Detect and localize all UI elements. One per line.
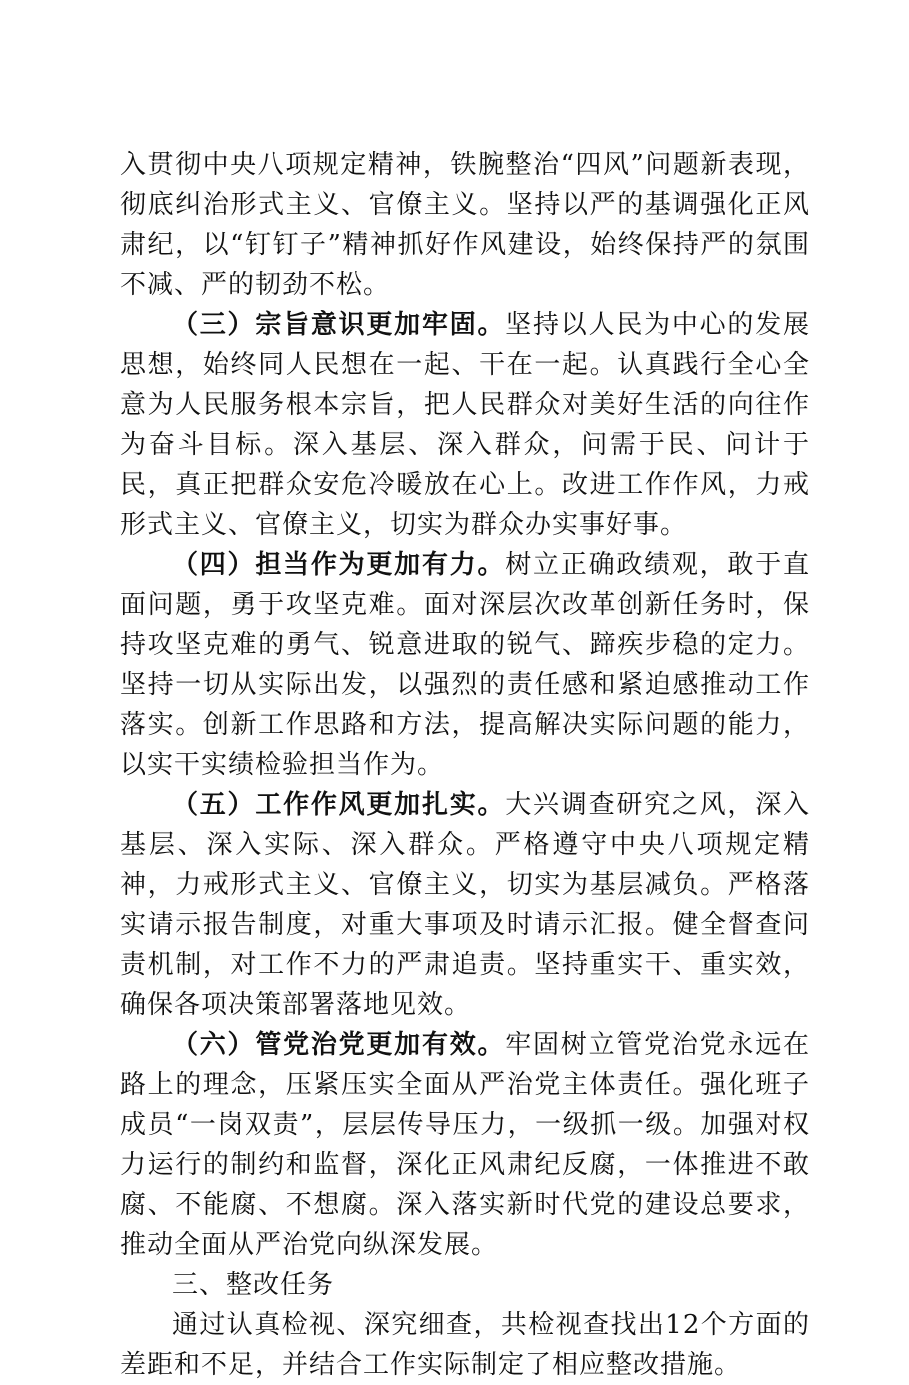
paragraph-text: 坚持以人民为中心的发展思想，始终同人民想在一起、干在一起。认真践行全心全意为人民服务根本宗旨，把人民群众对美好生活的向往作为奋斗目标。深入基层、深入群众，问需于民、问计于民，真正把群众安危冷暖放在心上。改进工作作风，力戒形式主义、官僚主义，切实为群众办实事好事。 — [120, 310, 810, 540]
paragraph-work-style — [120, 785, 810, 1025]
paragraph-text: 树立正确政绩观，敢于直面问题，勇于攻坚克难。面对深层次改革创新任务时，保持攻坚克难的勇气、锐意进取的锐气、蹄疾步稳的定力。坚持一切从实际出发，以强烈的责任感和紧迫感推动工作落实。创新工作思路和方法，提高解决实际问题的能力，以实干实绩检验担当作为。 — [120, 550, 810, 780]
paragraph-text: 牢固树立管党治党永远在路上的理念，压紧压实全面从严治党主体责任。强化班子成员“一岗双责”，层层传导压力，一级抓一级。加强对权力运行的制约和监督，深化正风肃纪反腐，一体推进不敢腐、不能腐、不想腐。深入落实新时代党的建设总要求，推动全面从严治党向纵深发展。 — [120, 1030, 810, 1260]
paragraph-lead: （五）工作作风更加扎实。 — [172, 790, 506, 820]
paragraph-lead: （六）管党治党更加有效。 — [172, 1030, 506, 1060]
paragraph-responsibility — [120, 545, 810, 785]
paragraph-closing — [120, 1305, 810, 1385]
paragraph-text: 通过认真检视、深究细查，共检视查找出12个方面的差距和不足，并结合工作实际制定了相应整改措施。 — [120, 1310, 810, 1380]
paragraph-party-governance — [120, 1025, 810, 1265]
section-heading: 三、整改任务 — [172, 1270, 335, 1300]
paragraph-continuation — [120, 145, 810, 305]
document-body — [120, 145, 810, 1385]
paragraph-purpose-awareness — [120, 305, 810, 545]
paragraph-text: 入贯彻中央八项规定精神，铁腕整治“四风”问题新表现，彻底纠治形式主义、官僚主义。坚持以严的基调强化正风肃纪，以“钉钉子”精神抓好作风建设，始终保持严的氛围不减、严的韧劲不松。 — [120, 150, 810, 300]
paragraph-lead: （四）担当作为更加有力。 — [172, 550, 506, 580]
paragraph-text: 大兴调查研究之风，深入基层、深入实际、深入群众。严格遵守中央八项规定精神，力戒形式主义、官僚主义，切实为基层减负。严格落实请示报告制度，对重大事项及时请示汇报。健全督查问责机制，对工作不力的严肃追责。坚持重实干、重实效，确保各项决策部署落地见效。 — [120, 790, 810, 1020]
paragraph-lead: （三）宗旨意识更加牢固。 — [172, 310, 506, 340]
